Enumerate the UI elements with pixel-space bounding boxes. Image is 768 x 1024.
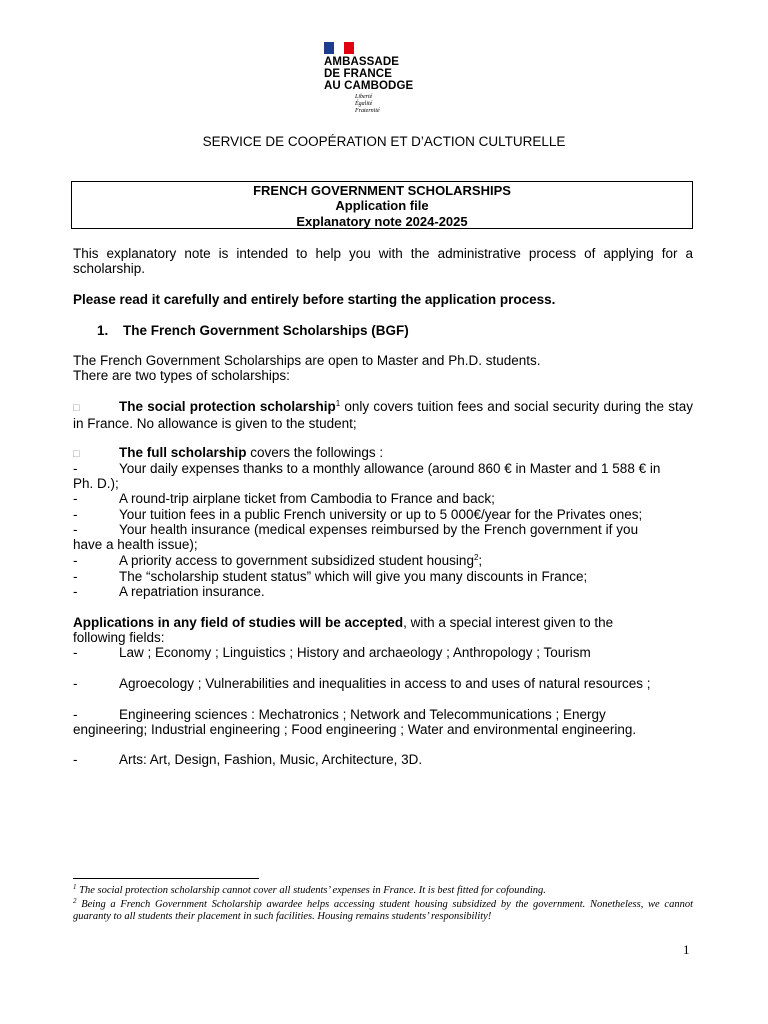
french-flag-icon — [324, 42, 354, 54]
page-number: 1 — [683, 942, 690, 957]
list-dash: - — [73, 584, 78, 599]
social-protection-paragraph — [73, 399, 693, 432]
list-dash: - — [73, 752, 78, 767]
list-item-continuation: Ph. D.); — [73, 476, 119, 491]
list-dash: - — [73, 491, 78, 506]
logo-motto-1: Liberté — [355, 94, 373, 100]
fields-intro-rest: , with a special interest given to the — [403, 615, 614, 630]
list-item-continuation: have a health issue); — [73, 537, 198, 552]
list-dash: - — [73, 569, 78, 584]
service-heading: SERVICE DE COOPÉRATION ET D’ACTION CULTURELLE — [202, 134, 566, 149]
full-scholarship-desc: covers the followings : — [246, 445, 384, 460]
fields-intro-bold: Applications in any field of studies will be accepted — [73, 615, 404, 630]
list-dash: - — [73, 507, 78, 522]
bullet-box-icon: □ — [73, 448, 80, 460]
section-1-number: 1. — [97, 323, 109, 338]
section-1-title: The French Government Scholarships (BGF) — [123, 323, 409, 338]
title-line-3: Explanatory note 2024-2025 — [296, 213, 468, 229]
list-item-text: Arts: Art, Design, Fashion, Music, Architecture, 3D. — [119, 752, 423, 767]
open-to-text: The French Government Scholarships are open to Master and Ph.D. students. — [73, 353, 541, 368]
footnote-2 — [73, 899, 693, 923]
read-carefully-note: Please read it carefully and entirely before starting the application process. — [73, 292, 556, 307]
logo-motto-2: Égalité — [355, 101, 373, 107]
title-box — [71, 181, 693, 229]
list-dash: - — [73, 676, 78, 691]
list-dash: - — [73, 553, 78, 568]
full-scholarship-title: The full scholarship — [119, 445, 247, 460]
fields-intro-line-2: following fields: — [73, 630, 165, 645]
title-line-2: Application file — [335, 198, 429, 214]
logo-line-1: AMBASSADE — [324, 56, 400, 68]
list-dash: - — [73, 461, 78, 476]
footnote-1 — [73, 885, 693, 897]
footnote-ref-2: 2 — [473, 553, 479, 562]
list-dash: - — [73, 522, 78, 537]
footnote-1-number: 1 — [73, 883, 77, 891]
logo-line-3: AU CAMBODGE — [324, 80, 414, 92]
types-text: There are two types of scholarships: — [73, 368, 290, 383]
bullet-box-icon: □ — [73, 402, 80, 414]
footnote-2-text: Being a French Government Scholarship awardee helps accessing student housing subsidized by the government. Nonetheless, we cannot guaranty to all students their placement in such facilities. Housing remains students’ responsibility! — [73, 899, 693, 922]
list-dash: - — [73, 645, 78, 660]
list-dash: - — [73, 707, 78, 722]
list-item-text: Your tuition fees in a public French university or up to 5 000€/year for the Privates ones; — [119, 507, 643, 522]
logo-line-2: DE FRANCE — [324, 68, 392, 80]
list-item-text — [119, 553, 482, 568]
housing-punct: ; — [478, 553, 483, 568]
list-item-text: The “scholarship student status” which will give you many discounts in France; — [119, 569, 588, 584]
title-line-1: FRENCH GOVERNMENT SCHOLARSHIPS — [253, 183, 511, 198]
intro-paragraph: This explanatory note is intended to help you with the administrative process of applying for a scholarship. — [73, 246, 693, 277]
social-protection-title: The social protection scholarship — [119, 399, 336, 414]
embassy-logo — [318, 38, 448, 122]
footnote-ref-1: 1 — [335, 399, 341, 408]
list-item-text: Agroecology ; Vulnerabilities and inequalities in access to and uses of natural resources ; — [119, 676, 651, 691]
list-item-text: Your health insurance (medical expenses reimbursed by the French government if you — [119, 522, 639, 537]
list-item-text: A round-trip airplane ticket from Cambodia to France and back; — [119, 491, 495, 506]
list-item-text: A repatriation insurance. — [119, 584, 265, 599]
list-item-text: Law ; Economy ; Linguistics ; History and archaeology ; Anthropology ; Tourism — [119, 645, 591, 660]
full-scholarship-heading — [73, 445, 693, 462]
logo-motto-3: Fraternité — [355, 108, 380, 114]
list-item-text: Your daily expenses thanks to a monthly allowance (around 860 € in Master and 1 588 € in — [119, 461, 661, 476]
list-item-text: Engineering sciences : Mechatronics ; Network and Telecommunications ; Energy — [119, 707, 606, 722]
list-item-continuation: engineering; Industrial engineering ; Food engineering ; Water and environmental engineering. — [73, 722, 637, 737]
fields-intro — [73, 615, 693, 630]
footnote-separator — [73, 878, 259, 879]
housing-text: A priority access to government subsidized student housing — [119, 553, 474, 568]
footnote-1-text: The social protection scholarship cannot cover all students’ expenses in France. It is best fitted for cofounding. — [76, 885, 546, 896]
social-protection-desc: only covers tuition fees and social security during the stay in France. No allowance is given to the student; — [73, 399, 693, 432]
footnote-2-number: 2 — [73, 897, 77, 905]
